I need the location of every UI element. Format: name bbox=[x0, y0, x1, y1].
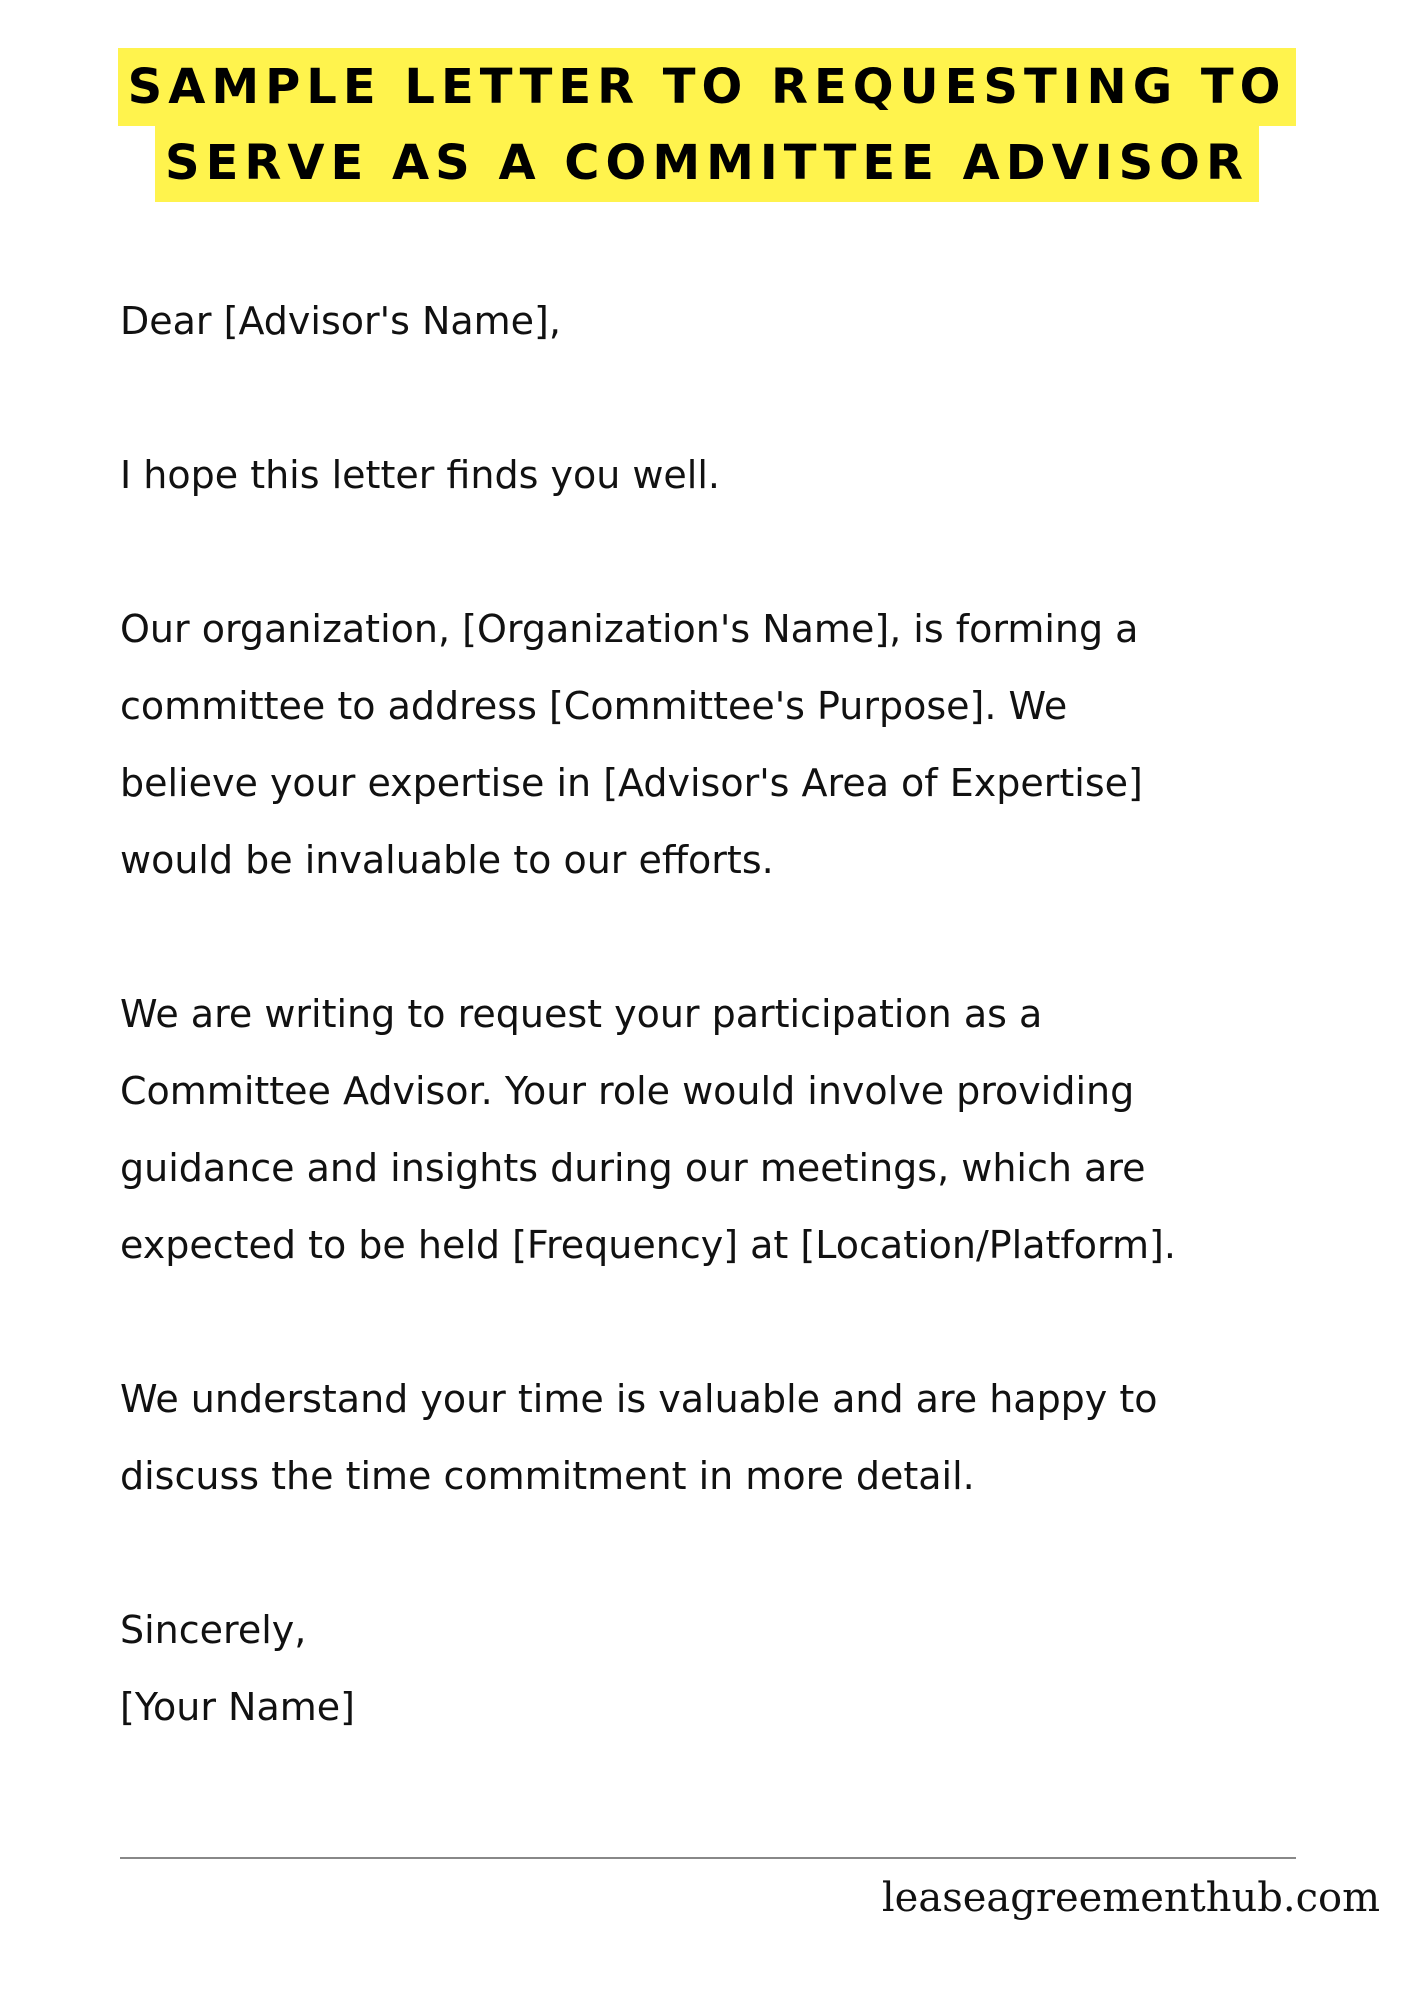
page-title bbox=[0, 48, 1414, 202]
paragraph-line: committee to address [Committee's Purpose]. We bbox=[120, 684, 1068, 728]
paragraph-time bbox=[120, 1361, 1340, 1515]
paragraph-request bbox=[120, 976, 1340, 1284]
paragraph-line: We understand your time is valuable and are happy to bbox=[120, 1377, 1158, 1421]
paragraph-line: guidance and insights during our meetings, which are bbox=[120, 1146, 1146, 1190]
footer-website: leaseagreementhub.com bbox=[881, 1875, 1380, 1921]
paragraph-line: believe your expertise in [Advisor's Area of Expertise] bbox=[120, 761, 1143, 805]
paragraph-line: We are writing to request your participation as a bbox=[120, 992, 1043, 1036]
paragraph-line: discuss the time commitment in more detail. bbox=[120, 1454, 975, 1498]
paragraph-line: Our organization, [Organization's Name], is forming a bbox=[120, 607, 1139, 651]
title-line-2: SERVE AS A COMMITTEE ADVISOR bbox=[155, 124, 1259, 202]
footer-divider bbox=[120, 1857, 1296, 1859]
title-line-1: SAMPLE LETTER TO REQUESTING TO bbox=[118, 48, 1297, 126]
paragraph-line: expected to be held [Frequency] at [Location/Platform]. bbox=[120, 1223, 1176, 1267]
closing: Sincerely, bbox=[120, 1608, 307, 1652]
letter-body bbox=[120, 283, 1340, 1746]
signature: [Your Name] bbox=[120, 1685, 355, 1729]
paragraph-organization bbox=[120, 591, 1340, 899]
paragraph-line: would be invaluable to our efforts. bbox=[120, 838, 774, 882]
closing-block bbox=[120, 1592, 1340, 1746]
paragraph-line: Committee Advisor. Your role would involve providing bbox=[120, 1069, 1135, 1113]
salutation: Dear [Advisor's Name], bbox=[120, 299, 561, 343]
paragraph-greeting: I hope this letter finds you well. bbox=[120, 453, 721, 497]
